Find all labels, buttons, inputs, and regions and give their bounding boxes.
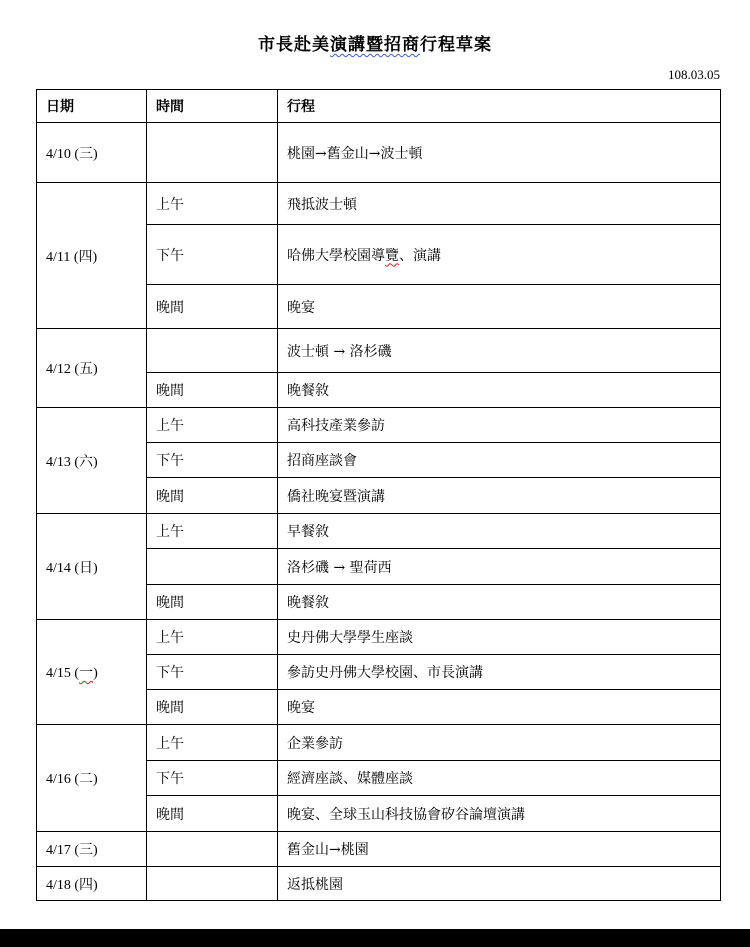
date-cell: 4/18 (四) — [37, 867, 147, 901]
time-cell: 下午 — [147, 225, 278, 285]
itinerary-cell: 晚宴、全球玉山科技協會矽谷論壇演講 — [278, 796, 721, 832]
itinerary-text: 、演講 — [399, 247, 441, 264]
header-itinerary: 行程 — [278, 90, 721, 123]
time-cell: 下午 — [147, 443, 278, 478]
header-row — [37, 90, 721, 123]
date-text: 4/15 ( — [46, 666, 80, 681]
table-row — [37, 620, 721, 655]
itinerary-cell: 舊金山→桃園 — [278, 832, 721, 867]
time-cell — [147, 549, 278, 585]
document-title — [0, 30, 750, 55]
time-cell: 晚間 — [147, 690, 278, 725]
table-row — [37, 832, 721, 867]
date-cell — [37, 620, 147, 725]
table-row — [37, 514, 721, 549]
time-cell: 晚間 — [147, 796, 278, 832]
title-mid-spellcheck: 演講暨招商 — [330, 35, 420, 55]
itinerary-cell — [278, 225, 721, 285]
date-cell: 4/13 (六) — [37, 408, 147, 514]
itinerary-text: 哈佛大學校園導 — [287, 247, 385, 264]
itinerary-cell: 飛抵波士頓 — [278, 183, 721, 225]
time-cell — [147, 123, 278, 183]
itinerary-cell: 企業參訪 — [278, 725, 721, 761]
table-row — [37, 123, 721, 183]
schedule-table — [36, 89, 721, 901]
date-cell: 4/10 (三) — [37, 123, 147, 183]
date-cell: 4/16 (二) — [37, 725, 147, 832]
time-cell — [147, 832, 278, 867]
itinerary-cell: 經濟座談、媒體座談 — [278, 761, 721, 796]
date-spellcheck-word: 一 — [79, 666, 94, 681]
time-cell: 晚間 — [147, 585, 278, 620]
table-row — [37, 867, 721, 901]
screen-bottom-bar — [0, 929, 750, 947]
header-date: 日期 — [37, 90, 147, 123]
title-suffix: 行程草案 — [420, 35, 492, 55]
table-row — [37, 329, 721, 373]
date-cell: 4/12 (五) — [37, 329, 147, 408]
itinerary-cell: 晚餐敘 — [278, 585, 721, 620]
itinerary-cell: 晚餐敘 — [278, 373, 721, 408]
itinerary-cell: 晚宴 — [278, 690, 721, 725]
title-prefix: 市長赴美 — [258, 35, 330, 55]
time-cell: 上午 — [147, 514, 278, 549]
itinerary-cell: 招商座談會 — [278, 443, 721, 478]
table-row — [37, 725, 721, 761]
itinerary-cell: 參訪史丹佛大學校園、市長演講 — [278, 655, 721, 690]
time-cell — [147, 867, 278, 901]
table-row — [37, 183, 721, 225]
itinerary-cell: 高科技產業參訪 — [278, 408, 721, 443]
itinerary-cell: 史丹佛大學學生座談 — [278, 620, 721, 655]
time-cell — [147, 329, 278, 373]
time-cell: 晚間 — [147, 478, 278, 514]
itinerary-cell: 返抵桃園 — [278, 867, 721, 901]
time-cell: 上午 — [147, 620, 278, 655]
itinerary-cell: 洛杉磯 → 聖荷西 — [278, 549, 721, 585]
date-cell: 4/17 (三) — [37, 832, 147, 867]
date-cell: 4/11 (四) — [37, 183, 147, 329]
time-cell: 上午 — [147, 408, 278, 443]
itinerary-cell: 晚宴 — [278, 285, 721, 329]
time-cell: 下午 — [147, 655, 278, 690]
time-cell: 晚間 — [147, 373, 278, 408]
time-cell: 上午 — [147, 725, 278, 761]
itinerary-cell: 早餐敘 — [278, 514, 721, 549]
itinerary-cell: 波士頓 → 洛杉磯 — [278, 329, 721, 373]
itinerary-cell: 桃園→舊金山→波士頓 — [278, 123, 721, 183]
itinerary-cell: 僑社晚宴暨演講 — [278, 478, 721, 514]
date-text: ) — [93, 666, 98, 681]
date-cell: 4/14 (日) — [37, 514, 147, 620]
document-date: 108.03.05 — [668, 67, 720, 82]
itinerary-spellcheck-word: 覽 — [385, 247, 399, 264]
time-cell: 晚間 — [147, 285, 278, 329]
time-cell: 上午 — [147, 183, 278, 225]
time-cell: 下午 — [147, 761, 278, 796]
table-row — [37, 408, 721, 443]
header-time: 時間 — [147, 90, 278, 123]
